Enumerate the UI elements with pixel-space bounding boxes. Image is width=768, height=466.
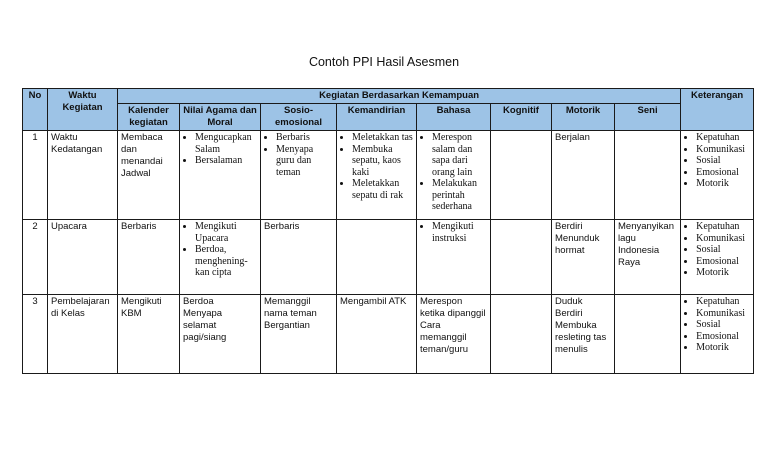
cell-no: 1 <box>23 131 48 220</box>
list-item: • Motorik <box>696 178 750 190</box>
list-item: • Sosial <box>696 319 750 331</box>
cell-nilai <box>180 131 261 220</box>
header-no: No <box>23 89 48 131</box>
cell-no: 2 <box>23 220 48 295</box>
table-row <box>23 131 754 220</box>
cell-kognitif <box>491 295 552 374</box>
cell-seni <box>615 131 681 220</box>
list-item: • Komunikasi <box>696 144 750 156</box>
cell-kognitif <box>491 131 552 220</box>
list-item: • Motorik <box>696 342 750 354</box>
cell-line: Cara memanggil teman/guru <box>420 320 469 355</box>
header-row-top <box>23 89 754 104</box>
cell-motorik: Berjalan <box>552 131 615 220</box>
cell-kemandirian <box>337 131 417 220</box>
cell-kemandirian <box>337 220 417 295</box>
list-item: • Mengucapkan Salam <box>195 132 257 155</box>
list-item: • Meletakkan sepatu di rak <box>352 178 413 201</box>
list-item: • Menyapa guru dan teman <box>276 144 333 179</box>
cell-kalender: Mengikuti KBM <box>118 295 180 374</box>
list-item: • Emosional <box>696 167 750 179</box>
cell-bahasa <box>417 131 491 220</box>
list-item: • Mengikuti instruksi <box>432 221 487 244</box>
cell-sosio: Berbaris <box>261 220 337 295</box>
list-item: • Sosial <box>696 244 750 256</box>
header-group: Kegiatan Berdasarkan Kemampuan <box>118 89 681 104</box>
list-item: • Sosial <box>696 155 750 167</box>
list-item: • Berbaris <box>276 132 333 144</box>
list-item: • Merespon salam dan sapa dari orang lain <box>432 132 487 178</box>
ppi-table <box>22 88 754 374</box>
table-row <box>23 295 754 374</box>
header-kemandirian: Kemandirian <box>337 104 417 131</box>
cell-line: Membuka resleting tas menulis <box>555 320 607 355</box>
header-kognitif: Kognitif <box>491 104 552 131</box>
cell-motorik: Berdiri Menunduk hormat <box>552 220 615 295</box>
cell-nilai <box>180 295 261 374</box>
list-item: • Komunikasi <box>696 308 750 320</box>
list-item: • Melakukan perintah sederhana <box>432 178 487 213</box>
cell-nilai <box>180 220 261 295</box>
cell-line: Berdoa <box>183 296 214 307</box>
list-item: • Emosional <box>696 331 750 343</box>
document-title: Contoh PPI Hasil Asesmen <box>308 55 460 69</box>
header-sosio: Sosio-emosional <box>261 104 337 131</box>
cell-waktu: Pembelajaran di Kelas <box>48 295 118 374</box>
cell-sosio <box>261 131 337 220</box>
header-waktu: Waktu Kegiatan <box>48 89 118 131</box>
header-bahasa: Bahasa <box>417 104 491 131</box>
cell-keterangan <box>681 220 754 295</box>
list-item: • Berdoa, menghening-kan cipta <box>195 244 257 279</box>
list-item: • Kepatuhan <box>696 221 750 233</box>
cell-kognitif <box>491 220 552 295</box>
list-item: • Motorik <box>696 267 750 279</box>
cell-keterangan <box>681 295 754 374</box>
cell-kalender: Membaca dan menandai Jadwal <box>118 131 180 220</box>
cell-kemandirian: Mengambil ATK <box>337 295 417 374</box>
cell-bahasa <box>417 295 491 374</box>
header-motorik: Motorik <box>552 104 615 131</box>
cell-seni: Menyanyikan lagu Indonesia Raya <box>615 220 681 295</box>
list-item: • Komunikasi <box>696 233 750 245</box>
cell-kalender: Berbaris <box>118 220 180 295</box>
cell-bahasa <box>417 220 491 295</box>
header-nilai: Nilai Agama dan Moral <box>180 104 261 131</box>
list-item: • Mengikuti Upacara <box>195 221 257 244</box>
list-item: • Bersalaman <box>195 155 257 167</box>
cell-no: 3 <box>23 295 48 374</box>
list-item: • Kepatuhan <box>696 296 750 308</box>
cell-sosio: Memanggil nama teman Bergantian <box>261 295 337 374</box>
header-seni: Seni <box>615 104 681 131</box>
list-item: • Emosional <box>696 256 750 268</box>
list-item: • Meletakkan tas <box>352 132 413 144</box>
cell-seni <box>615 295 681 374</box>
header-keterangan: Keterangan <box>681 89 754 131</box>
list-item: • Kepatuhan <box>696 132 750 144</box>
list-item: • Membuka sepatu, kaos kaki <box>352 144 413 179</box>
cell-motorik <box>552 295 615 374</box>
cell-keterangan <box>681 131 754 220</box>
cell-waktu: Upacara <box>48 220 118 295</box>
cell-line: Berdiri <box>555 308 583 319</box>
header-row-sub <box>23 104 754 131</box>
cell-line: Menyapa selamat pagi/siang <box>183 308 227 343</box>
cell-waktu: Waktu Kedatangan <box>48 131 118 220</box>
cell-line: Merespon ketika dipanggil <box>420 296 486 319</box>
cell-line: Duduk <box>555 296 583 307</box>
header-kalender: Kalender kegiatan <box>118 104 180 131</box>
table-row <box>23 220 754 295</box>
